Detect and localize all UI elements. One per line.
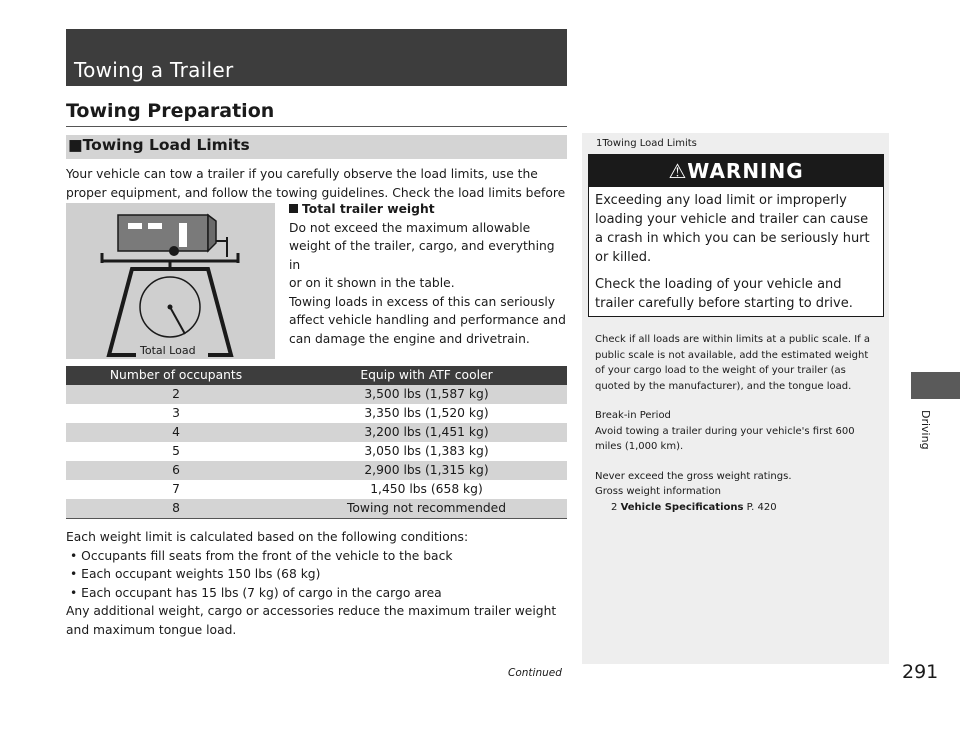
condition-bullet: • Each occupant weights 150 lbs (68 kg) [70, 567, 321, 581]
total-load-illustration [66, 203, 275, 359]
weight-cell: 3,500 lbs (1,587 kg) [364, 387, 489, 401]
weight-cell: 3,350 lbs (1,520 kg) [364, 406, 489, 420]
warning-triangle-icon: ⚠ [668, 159, 688, 183]
occupants-cell: 3 [172, 406, 180, 420]
warning-text: Exceeding any load limit or improperly loading your vehicle and trailer can cause a crash in which you can be seriously hurt or killed. [595, 193, 870, 265]
chapter-header-bar [66, 29, 567, 86]
warning-header [589, 155, 883, 187]
square-bullet-icon [289, 204, 298, 213]
table-row [66, 385, 567, 404]
table-row [66, 423, 567, 442]
condition-bullet: • Each occupant has 15 lbs (7 kg) of cargo in the cargo area [70, 585, 442, 600]
column-header-occupants: Number of occupants [109, 368, 243, 382]
total-weight-line: affect vehicle handling and performance and [289, 313, 566, 327]
xref-marker: 2 [611, 501, 618, 513]
occupants-cell: 2 [172, 387, 180, 401]
condition-text: Occupants fill seats from the front of the vehicle to the back [81, 548, 453, 563]
chapter-tab-label: Driving [919, 410, 932, 450]
total-weight-line: or on it shown in the table. [289, 276, 455, 290]
towing-limits-table [66, 366, 567, 519]
warning-box [588, 154, 884, 317]
weight-cell: 2,900 lbs (1,315 kg) [364, 463, 489, 477]
table-row [66, 461, 567, 480]
condition-text: Each occupant weights 150 lbs (68 kg) [81, 567, 321, 581]
occupants-cell: 4 [172, 425, 180, 439]
note-marker: 1 [596, 138, 603, 149]
conditions-outro: Any additional weight, cargo or accessories reduce the maximum trailer weight and maximum tongue load. [66, 604, 557, 637]
note-title-text: Towing Load Limits [602, 138, 697, 149]
table-row [66, 499, 567, 518]
sidebar-notes [582, 133, 889, 664]
page-number: 291 [902, 661, 939, 683]
chapter-title: Towing a Trailer [74, 58, 234, 82]
table-header-row [66, 366, 567, 385]
total-load-label: Total Load [140, 344, 196, 357]
weight-cell: 3,200 lbs (1,451 kg) [364, 425, 489, 439]
weight-cell: Towing not recommended [346, 501, 507, 515]
table-row [66, 480, 567, 499]
table-row [66, 442, 567, 461]
total-weight-line: Towing loads in excess of this can seriously [289, 294, 556, 309]
intro-paragraph: Your vehicle can tow a trailer if you carefully observe the load limits, use the proper equipment, and follow the towing guidelines. Check the load limits before [66, 167, 566, 200]
total-weight-line: Do not exceed the maximum allowable [289, 220, 531, 235]
section-title: Towing Preparation [66, 100, 275, 122]
section-divider [66, 126, 567, 127]
xref-label: Vehicle Specifications [620, 501, 744, 513]
weight-cell: 3,050 lbs (1,383 kg) [364, 444, 489, 458]
conditions-block [66, 528, 569, 639]
scale-trailer-drawing [66, 203, 275, 359]
condition-bullet: • Occupants fill seats from the front of the vehicle to the back [70, 548, 453, 563]
total-weight-heading-text: Total trailer weight [302, 202, 435, 216]
occupants-cell: 7 [172, 482, 180, 496]
warning-body [589, 187, 883, 313]
occupants-cell: 8 [172, 501, 180, 515]
warning-text: Check the loading of your vehicle and trailer carefully before starting to drive. [595, 277, 853, 311]
total-weight-block [289, 200, 569, 348]
xref-page: P. 420 [746, 501, 777, 513]
subsection-title: Towing Load Limits [82, 136, 250, 154]
occupants-cell: 6 [172, 463, 180, 477]
subsection-heading [68, 136, 250, 154]
total-weight-heading [289, 200, 569, 219]
total-weight-line: weight of the trailer, cargo, and everything in [289, 239, 555, 272]
table-row [66, 404, 567, 423]
continued-label: Continued [508, 667, 562, 679]
total-weight-line: can damage the engine and drivetrain. [289, 331, 530, 346]
weight-cell: 1,450 lbs (658 kg) [370, 482, 483, 496]
public-scale-paragraph: Check if all loads are within limits at a public scale. If a public scale is not available, add the estimated weight of your cargo load to the weight of your trailer (as quoted by the manufacturer), and the tongue load. [595, 334, 870, 392]
breakin-paragraph [595, 408, 880, 455]
sidebar-note-title [596, 138, 697, 149]
conditions-intro: Each weight limit is calculated based on the following conditions: [66, 530, 469, 544]
warning-title: WARNING [687, 159, 804, 183]
breakin-title: Break-in Period [595, 410, 671, 421]
subsection-bar [66, 135, 567, 159]
column-header-atf-cooler: Equip with ATF cooler [360, 368, 493, 382]
subsection-marker: ■ [68, 136, 83, 154]
occupants-cell: 5 [172, 444, 180, 458]
condition-text: Each occupant has 15 lbs (7 kg) of cargo in the cargo area [81, 585, 442, 600]
vehicle-specifications-link[interactable] [595, 500, 880, 516]
table-bottom-rule [66, 518, 567, 519]
chapter-tab [911, 372, 960, 399]
gross-weight-info: Gross weight information [595, 486, 721, 497]
sidebar-text [595, 332, 880, 515]
gross-weight-line: Never exceed the gross weight ratings. [595, 470, 792, 482]
breakin-text: Avoid towing a trailer during your vehicle's first 600 miles (1,000 km). [595, 425, 855, 452]
